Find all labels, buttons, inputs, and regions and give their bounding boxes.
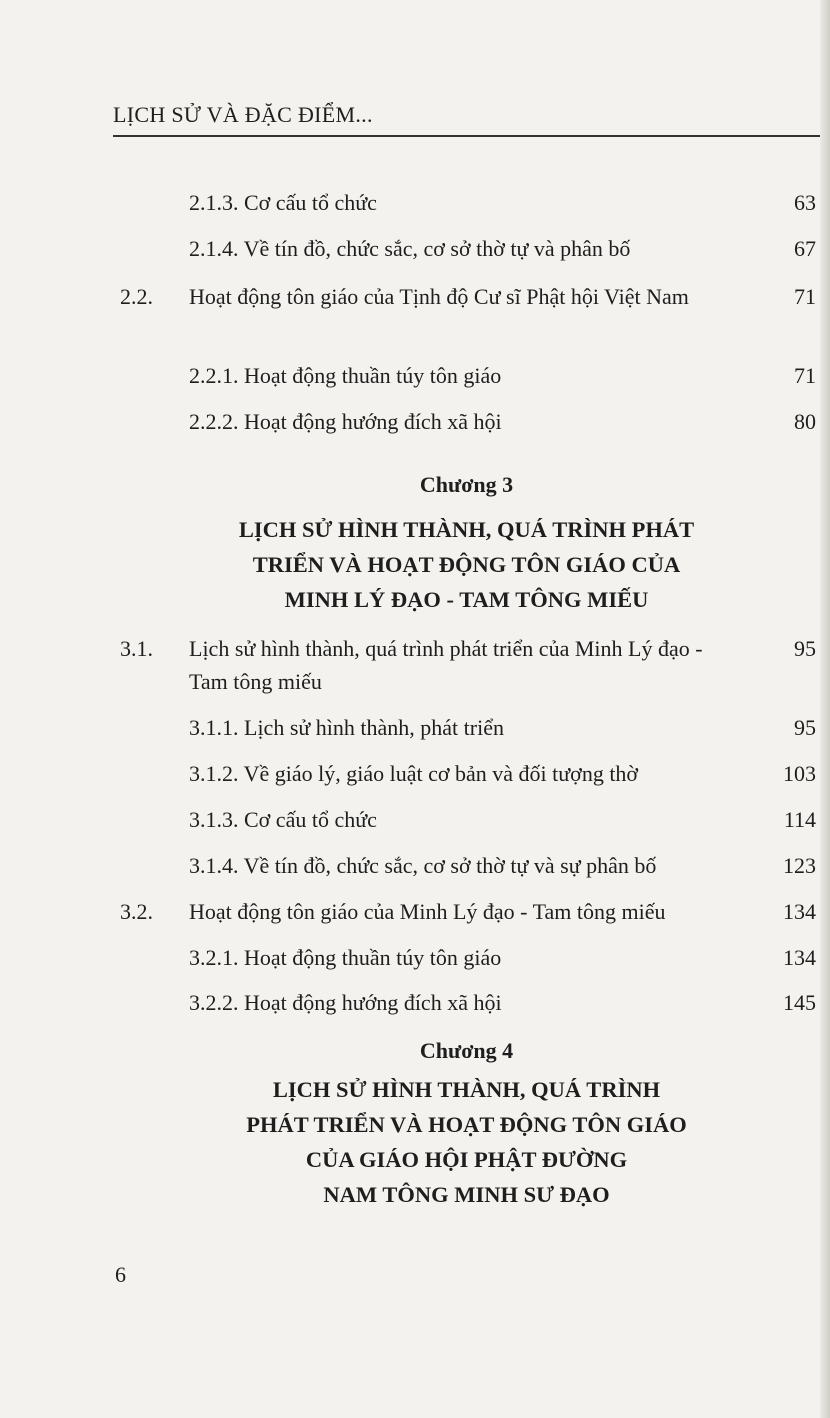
toc-entry-page: 103	[783, 761, 816, 786]
toc-entry-page: 114	[783, 807, 816, 832]
toc-entry-title: 2.1.3. Cơ cấu tổ chức	[189, 190, 377, 215]
toc-entry-title: 3.1.2. Về giáo lý, giáo luật cơ bản và đối tượng thờ	[189, 761, 639, 786]
toc-entry-title: 2.2.1. Hoạt động thuần túy tôn giáo	[189, 363, 502, 388]
toc-entry-page: 63	[794, 190, 816, 215]
chapter-title-line: TRIỂN VÀ HOẠT ĐỘNG TÔN GIÁO CỦA	[252, 552, 681, 577]
toc-entry-title: 3.2.1. Hoạt động thuần túy tôn giáo	[189, 945, 502, 970]
page-number: 6	[115, 1262, 126, 1287]
chapter-3-heading	[113, 472, 820, 617]
chapter-label: Chương 3	[419, 472, 514, 497]
chapter-label: Chương 4	[419, 1038, 514, 1063]
toc-entry-title: 3.2.2. Hoạt động hướng đích xã hội	[189, 990, 502, 1015]
toc-entry-page: 123	[783, 853, 816, 878]
toc-entry-number: 2.2.	[120, 284, 153, 309]
toc-entry-title: Hoạt động tôn giáo của Minh Lý đạo - Tam tông miếu	[189, 899, 666, 924]
toc-entry-title: Hoạt động tôn giáo của Tịnh độ Cư sĩ Phật hội Việt Nam	[189, 284, 689, 309]
toc-entry-title: 3.1.3. Cơ cấu tổ chức	[189, 807, 377, 832]
toc-entry-page: 67	[794, 236, 816, 261]
toc-entry-title: 2.1.4. Về tín đồ, chức sắc, cơ sở thờ tự và phân bố	[189, 236, 631, 261]
chapter-title-line: CỦA GIÁO HỘI PHẬT ĐƯỜNG	[305, 1147, 628, 1172]
toc-entry-title: 3.1.1. Lịch sử hình thành, phát triển	[189, 715, 504, 740]
toc-entry-page: 95	[794, 715, 816, 740]
running-head: LỊCH SỬ VÀ ĐẶC ĐIỂM...	[113, 102, 373, 127]
chapter-4-heading	[113, 1038, 820, 1212]
chapter-title	[113, 512, 820, 617]
page-edge-shadow	[820, 0, 830, 1418]
toc-entry-page: 71	[794, 284, 816, 309]
toc-entry-page: 145	[783, 990, 816, 1015]
toc-entry-page: 71	[794, 363, 816, 388]
chapter-title-line: LỊCH SỬ HÌNH THÀNH, QUÁ TRÌNH	[272, 1077, 661, 1102]
chapter-title-line: NAM TÔNG MINH SƯ ĐẠO	[323, 1182, 610, 1207]
toc-entry-title: 3.1.4. Về tín đồ, chức sắc, cơ sở thờ tự và sự phân bố	[189, 853, 657, 878]
toc-entry-page: 95	[794, 636, 816, 661]
chapter-title-line: MINH LÝ ĐẠO - TAM TÔNG MIẾU	[284, 587, 649, 612]
chapter-title	[113, 1072, 820, 1212]
toc-entry-page: 134	[783, 899, 816, 924]
toc-entry-page: 80	[794, 409, 816, 434]
toc-entry-title: Lịch sử hình thành, quá trình phát triển của Minh Lý đạo - Tam tông miếu	[189, 636, 703, 694]
toc-entry-number: 3.1.	[120, 636, 153, 661]
chapter-title-line: PHÁT TRIỂN VÀ HOẠT ĐỘNG TÔN GIÁO	[246, 1112, 687, 1137]
toc-entry-title: 2.2.2. Hoạt động hướng đích xã hội	[189, 409, 502, 434]
toc-entry-number: 3.2.	[120, 899, 153, 924]
header-rule	[113, 135, 820, 137]
toc-entry-page: 134	[783, 945, 816, 970]
chapter-title-line: LỊCH SỬ HÌNH THÀNH, QUÁ TRÌNH PHÁT	[238, 517, 695, 542]
